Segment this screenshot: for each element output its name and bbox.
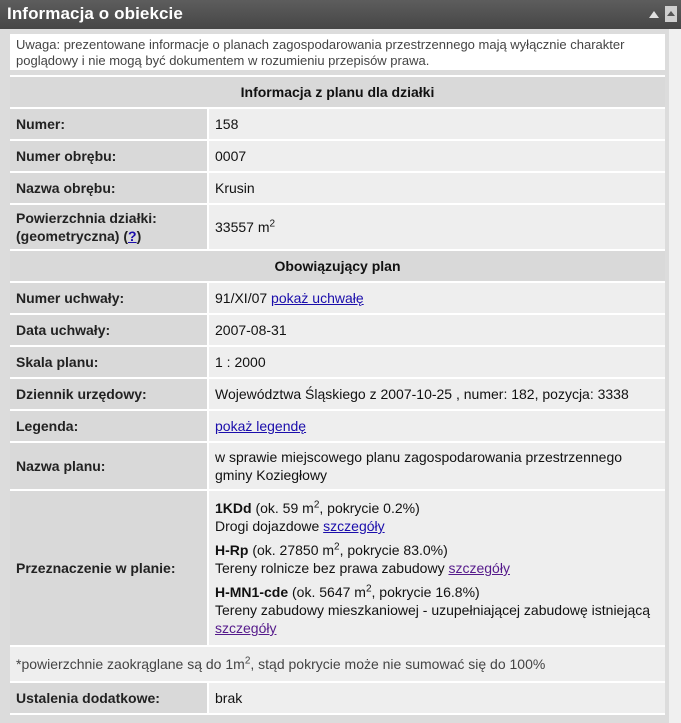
nazwa-obrebu-label: Nazwa obrębu: [10,173,209,203]
area-value: 33557 $m^2$ [209,205,665,249]
obreb-label: Numer obrębu: [10,141,209,171]
przeznaczenie-value [209,491,665,645]
data-uchwaly-label: Data uchwały: [10,315,209,345]
ustalenia-label: Ustalenia dodatkowe: [10,683,209,713]
zone-item: 1KDd (ok. 59 $m^2$, pokrycie 0.2%) Drogi dojazdowe szczegóły [215,499,420,534]
nazwa-planu-value: w sprawie miejscowego planu zagospodarowania przestrzennego gminy Koziegłowy [209,443,665,489]
show-legend-link[interactable]: pokaż legendę [215,418,307,434]
zone-details-link[interactable]: szczegóły [448,560,510,576]
panel-header [0,0,681,29]
scroll-up-arrow-icon[interactable] [665,6,677,22]
legenda-label: Legenda: [10,411,209,441]
zone-item: H-Rp (ok. 27850 $m^2$, pokrycie 83.0%) Tereny rolnicze bez prawa zabudowy szczegóły [215,541,510,576]
skala-label: Skala planu: [10,347,209,377]
nazwa-planu-label: Nazwa planu: [10,443,209,489]
show-resolution-link[interactable]: pokaż uchwałę [271,290,364,306]
numer-label: Numer: [10,109,209,139]
panel-controls [649,6,677,22]
ustalenia-value: brak [209,683,665,713]
zone-details-link[interactable]: szczegóły [323,518,385,534]
skala-value: 1 : 2000 [209,347,665,377]
area-label: Powierzchnia działki: (geometryczna) (?) [10,205,209,249]
info-table [10,75,665,715]
uchwala-label: Numer uchwały: [10,283,209,313]
section-title-plan: Obowiązujący plan [10,251,665,281]
vertical-scrollbar[interactable] [669,29,681,723]
dziennik-label: Dziennik urzędowy: [10,379,209,409]
panel-title: Informacja o obiekcie [7,4,183,23]
zone-details-link[interactable]: szczegóły [215,620,277,636]
legenda-value [209,411,665,441]
zone-item: H-MN1-cde (ok. 5647 $m^2$, pokrycie 16.8%) Tereny zabudowy mieszkaniowej - uzupełniającej zabudowę istniejącą szczegóły [215,583,651,636]
data-uchwaly-value: 2007-08-31 [209,315,665,345]
area-footnote: *powierzchnie zaokrąglane są do $1m^2$, stąd pokrycie może nie sumować się do 100% [10,647,665,681]
collapse-icon[interactable] [649,11,659,18]
disclaimer-notice: Uwaga: prezentowane informacje o planach zagospodarowania przestrzennego mają wyłącznie charakter poglądowy i nie mogą być dokumentem w rozumieniu przepisów prawa. [10,34,665,70]
section-title-parcel: Informacja z planu dla działki [10,77,665,107]
przeznaczenie-label: Przeznaczenie w planie: [10,491,209,645]
panel-body [0,29,681,723]
dziennik-value: Województwa Śląskiego z 2007-10-25 , numer: 182, pozycja: 3338 [209,379,665,409]
nazwa-obrebu-value: Krusin [209,173,665,203]
obreb-value: 0007 [209,141,665,171]
area-help-link[interactable]: ? [128,228,137,244]
numer-value: 158 [209,109,665,139]
uchwala-value: 91/XI/07 pokaż uchwałę [209,283,665,313]
